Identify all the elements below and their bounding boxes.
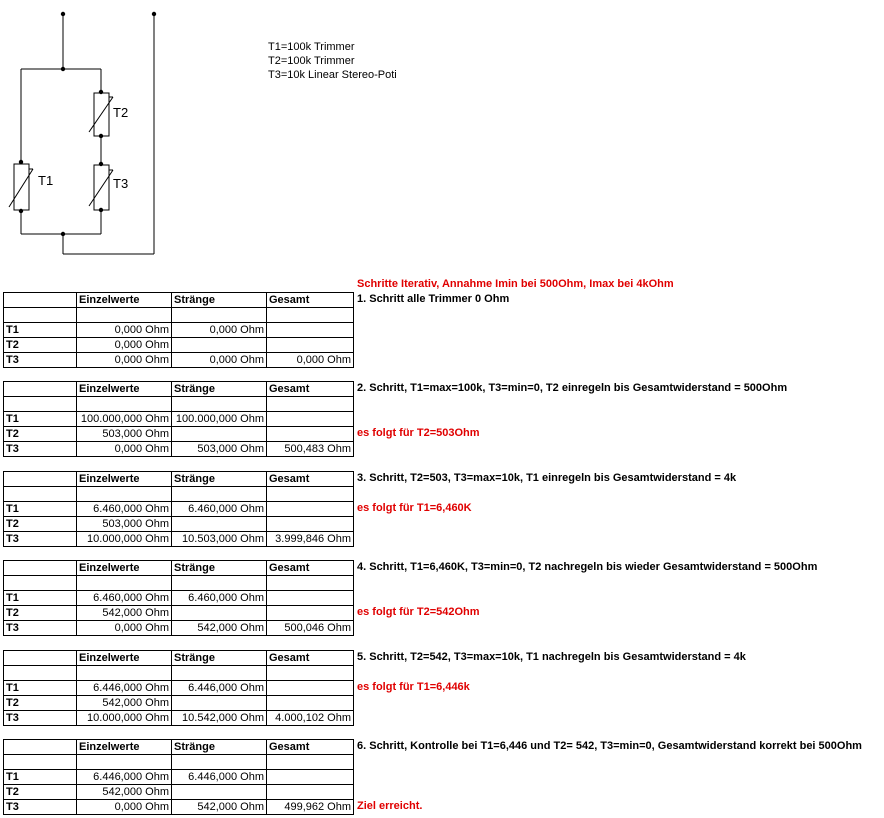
empty-cell: [4, 487, 77, 502]
spacer-row: [4, 397, 354, 412]
table-row: [4, 502, 354, 517]
empty-cell: [267, 666, 354, 681]
t2-label: T2: [113, 105, 129, 120]
strang-cell: [172, 517, 267, 532]
column-header: Gesamt: [267, 651, 354, 666]
einzelwert-cell: 6.446,000 Ohm: [77, 770, 172, 785]
calc-table: [3, 381, 354, 457]
step-description: 6. Schritt, Kontrolle bei T1=6,446 und T2= 542, T3=min=0, Gesamtwiderstand korrekt bei 500Ohm: [357, 740, 862, 752]
spacer-row: [4, 755, 354, 770]
row-label: T1: [4, 412, 77, 427]
row-label: T3: [4, 353, 77, 368]
header-row: [4, 561, 354, 576]
header-row: [4, 293, 354, 308]
gesamt-cell: [267, 323, 354, 338]
empty-cell: [77, 397, 172, 412]
result-note: es folgt für T1=6,460K: [357, 502, 472, 514]
header-empty-cell: [4, 651, 77, 666]
header-empty-cell: [4, 382, 77, 397]
einzelwert-cell: 6.460,000 Ohm: [77, 591, 172, 606]
gesamt-cell: [267, 412, 354, 427]
strang-cell: 0,000 Ohm: [172, 353, 267, 368]
table-row: [4, 696, 354, 711]
t1-label: T1: [38, 173, 54, 188]
iteration-heading: Schritte Iterativ, Annahme Imin bei 500Ohm, Imax bei 4kOhm: [357, 278, 674, 290]
result-note: es folgt für T2=542Ohm: [357, 606, 480, 618]
header-row: [4, 740, 354, 755]
calc-block-4: [3, 560, 354, 636]
empty-cell: [267, 755, 354, 770]
strang-cell: 100.000,000 Ohm: [172, 412, 267, 427]
spacer-row: [4, 308, 354, 323]
empty-cell: [172, 487, 267, 502]
strang-cell: 542,000 Ohm: [172, 621, 267, 636]
empty-cell: [77, 576, 172, 591]
calc-table: [3, 650, 354, 726]
empty-cell: [172, 397, 267, 412]
result-note: es folgt für T1=6,446k: [357, 681, 470, 693]
empty-cell: [267, 487, 354, 502]
einzelwert-cell: 0,000 Ohm: [77, 353, 172, 368]
table-row: [4, 681, 354, 696]
column-header: Einzelwerte: [77, 382, 172, 397]
step-description: 4. Schritt, T1=6,460K, T3=min=0, T2 nachregeln bis wieder Gesamtwiderstand = 500Ohm: [357, 561, 818, 573]
einzelwert-cell: 503,000 Ohm: [77, 427, 172, 442]
column-header: Einzelwerte: [77, 561, 172, 576]
table-row: [4, 442, 354, 457]
table-row: [4, 323, 354, 338]
column-header: Stränge: [172, 472, 267, 487]
gesamt-cell: [267, 606, 354, 621]
table-row: [4, 427, 354, 442]
column-header: Gesamt: [267, 740, 354, 755]
calc-block-3: [3, 471, 354, 547]
einzelwert-cell: 0,000 Ohm: [77, 621, 172, 636]
calc-block-6: [3, 739, 354, 815]
gesamt-cell: 499,962 Ohm: [267, 800, 354, 815]
table-row: [4, 338, 354, 353]
strang-cell: 542,000 Ohm: [172, 800, 267, 815]
header-empty-cell: [4, 472, 77, 487]
row-label: T2: [4, 606, 77, 621]
einzelwert-cell: 0,000 Ohm: [77, 323, 172, 338]
empty-cell: [77, 755, 172, 770]
gesamt-cell: 3.999,846 Ohm: [267, 532, 354, 547]
empty-cell: [77, 487, 172, 502]
calc-block-5: [3, 650, 354, 726]
empty-cell: [267, 576, 354, 591]
gesamt-cell: [267, 681, 354, 696]
table-row: [4, 785, 354, 800]
row-label: T1: [4, 681, 77, 696]
column-header: Gesamt: [267, 472, 354, 487]
column-header: Einzelwerte: [77, 472, 172, 487]
strang-cell: [172, 427, 267, 442]
note-t2: T2=100k Trimmer: [268, 55, 355, 67]
gesamt-cell: [267, 785, 354, 800]
calc-block-2: [3, 381, 354, 457]
spacer-row: [4, 576, 354, 591]
empty-cell: [172, 755, 267, 770]
row-label: T1: [4, 502, 77, 517]
row-label: T3: [4, 532, 77, 547]
gesamt-cell: [267, 696, 354, 711]
einzelwert-cell: 6.446,000 Ohm: [77, 681, 172, 696]
calc-table: [3, 471, 354, 547]
spacer-row: [4, 487, 354, 502]
column-header: Stränge: [172, 561, 267, 576]
step-description: 2. Schritt, T1=max=100k, T3=min=0, T2 einregeln bis Gesamtwiderstand = 500Ohm: [357, 382, 788, 394]
gesamt-cell: 0,000 Ohm: [267, 353, 354, 368]
strang-cell: 6.446,000 Ohm: [172, 681, 267, 696]
header-empty-cell: [4, 293, 77, 308]
column-header: Einzelwerte: [77, 740, 172, 755]
component-notes: [268, 40, 397, 82]
strang-cell: 0,000 Ohm: [172, 323, 267, 338]
column-header: Einzelwerte: [77, 651, 172, 666]
gesamt-cell: [267, 502, 354, 517]
empty-cell: [4, 666, 77, 681]
row-label: T3: [4, 621, 77, 636]
column-header: Stränge: [172, 651, 267, 666]
row-label: T2: [4, 696, 77, 711]
spacer-row: [4, 666, 354, 681]
table-row: [4, 800, 354, 815]
empty-cell: [4, 397, 77, 412]
table-row: [4, 606, 354, 621]
strang-cell: [172, 696, 267, 711]
result-note: Ziel erreicht.: [357, 800, 423, 812]
einzelwert-cell: 10.000,000 Ohm: [77, 532, 172, 547]
empty-cell: [4, 308, 77, 323]
strang-cell: [172, 338, 267, 353]
gesamt-cell: 4.000,102 Ohm: [267, 711, 354, 726]
column-header: Stränge: [172, 740, 267, 755]
row-label: T2: [4, 338, 77, 353]
result-note: es folgt für T2=503Ohm: [357, 427, 480, 439]
empty-cell: [4, 755, 77, 770]
row-label: T2: [4, 517, 77, 532]
empty-cell: [4, 576, 77, 591]
step-description: 3. Schritt, T2=503, T3=max=10k, T1 einregeln bis Gesamtwiderstand = 4k: [357, 472, 737, 484]
row-label: T3: [4, 442, 77, 457]
strang-cell: 503,000 Ohm: [172, 442, 267, 457]
gesamt-cell: [267, 427, 354, 442]
strang-cell: [172, 606, 267, 621]
step-description: 1. Schritt alle Trimmer 0 Ohm: [357, 293, 510, 305]
einzelwert-cell: 503,000 Ohm: [77, 517, 172, 532]
empty-cell: [267, 397, 354, 412]
einzelwert-cell: 0,000 Ohm: [77, 800, 172, 815]
strang-cell: 6.460,000 Ohm: [172, 591, 267, 606]
row-label: T3: [4, 800, 77, 815]
header-row: [4, 382, 354, 397]
row-label: T1: [4, 323, 77, 338]
row-label: T2: [4, 785, 77, 800]
einzelwert-cell: 100.000,000 Ohm: [77, 412, 172, 427]
calc-table: [3, 560, 354, 636]
gesamt-cell: [267, 770, 354, 785]
gesamt-cell: [267, 591, 354, 606]
gesamt-cell: [267, 338, 354, 353]
calc-table: [3, 292, 354, 368]
table-row: [4, 621, 354, 636]
einzelwert-cell: 542,000 Ohm: [77, 785, 172, 800]
gesamt-cell: 500,483 Ohm: [267, 442, 354, 457]
strang-cell: 6.446,000 Ohm: [172, 770, 267, 785]
einzelwert-cell: 542,000 Ohm: [77, 696, 172, 711]
einzelwert-cell: 10.000,000 Ohm: [77, 711, 172, 726]
table-row: [4, 711, 354, 726]
strang-cell: 10.542,000 Ohm: [172, 711, 267, 726]
column-header: Gesamt: [267, 561, 354, 576]
strang-cell: 6.460,000 Ohm: [172, 502, 267, 517]
header-row: [4, 651, 354, 666]
table-row: [4, 591, 354, 606]
table-row: [4, 532, 354, 547]
empty-cell: [172, 666, 267, 681]
empty-cell: [267, 308, 354, 323]
einzelwert-cell: 542,000 Ohm: [77, 606, 172, 621]
column-header: Gesamt: [267, 382, 354, 397]
einzelwert-cell: 0,000 Ohm: [77, 338, 172, 353]
row-label: T3: [4, 711, 77, 726]
table-row: [4, 770, 354, 785]
table-row: [4, 517, 354, 532]
row-label: T2: [4, 427, 77, 442]
empty-cell: [172, 308, 267, 323]
column-header: Gesamt: [267, 293, 354, 308]
empty-cell: [77, 308, 172, 323]
header-empty-cell: [4, 740, 77, 755]
step-description: 5. Schritt, T2=542, T3=max=10k, T1 nachregeln bis Gesamtwiderstand = 4k: [357, 651, 746, 663]
column-header: Stränge: [172, 382, 267, 397]
calc-block-1: [3, 292, 354, 368]
row-label: T1: [4, 591, 77, 606]
note-t3: T3=10k Linear Stereo-Poti: [268, 69, 397, 81]
circuit-schematic: [0, 0, 200, 262]
gesamt-cell: 500,046 Ohm: [267, 621, 354, 636]
row-label: T1: [4, 770, 77, 785]
empty-cell: [77, 666, 172, 681]
t3-label: T3: [113, 176, 129, 191]
column-header: Stränge: [172, 293, 267, 308]
gesamt-cell: [267, 517, 354, 532]
table-row: [4, 353, 354, 368]
calc-table: [3, 739, 354, 815]
strang-cell: 10.503,000 Ohm: [172, 532, 267, 547]
einzelwert-cell: 6.460,000 Ohm: [77, 502, 172, 517]
empty-cell: [172, 576, 267, 591]
note-t1: T1=100k Trimmer: [268, 41, 355, 53]
header-empty-cell: [4, 561, 77, 576]
header-row: [4, 472, 354, 487]
strang-cell: [172, 785, 267, 800]
table-row: [4, 412, 354, 427]
column-header: Einzelwerte: [77, 293, 172, 308]
einzelwert-cell: 0,000 Ohm: [77, 442, 172, 457]
